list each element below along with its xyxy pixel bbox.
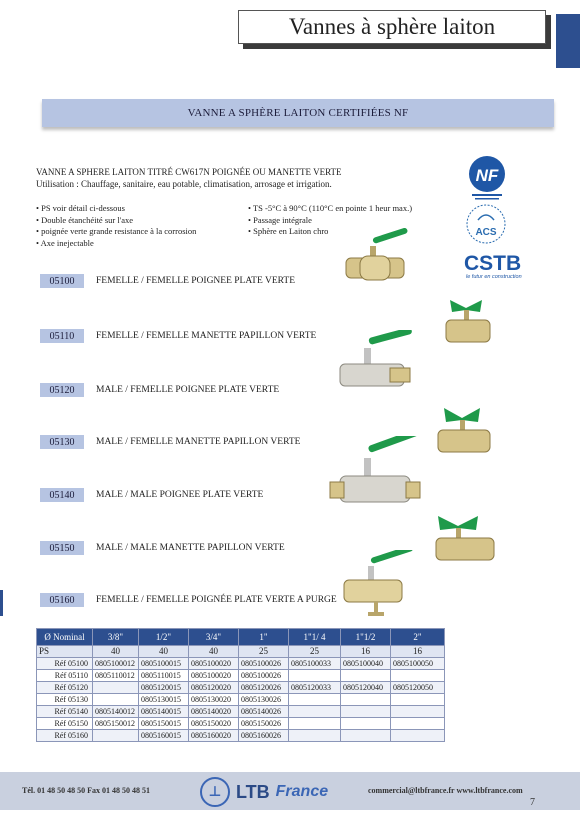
cstb-certification-logo [464,250,534,280]
table-cell: 0805100050 [391,658,445,670]
bullet-list-left [36,203,246,249]
table-cell [289,706,341,718]
table-row [37,670,445,682]
table-cell [391,730,445,742]
footer-phone: Tél. 01 48 50 48 50 Fax 01 48 50 48 51 [22,786,150,795]
table-cell: 0805100026 [239,658,289,670]
table-cell [93,694,139,706]
product-code-05100: 05100 [40,274,84,288]
logo-emblem-icon: ⊥ [200,777,230,807]
table-cell: Réf 05110 [37,670,93,682]
intro-line-2: Utilisation : Chauffage, sanitaire, eau potable, climatisation, arrosage et irrigation. [36,179,332,189]
table-cell: 0805120015 [139,682,189,694]
table-cell: 16 [341,646,391,658]
product-code-05130: 05130 [40,435,84,449]
table-row-ps [37,646,445,658]
table-header: 2" [391,629,445,646]
table-row [37,718,445,730]
table-cell: 0805150026 [239,718,289,730]
table-cell [341,694,391,706]
logo-main-text: LTB [236,781,270,802]
valve-image-butterfly-handle [432,402,496,460]
acs-certification-logo [464,202,508,246]
cstb-tagline: le futur en construction [466,274,522,280]
table-cell [289,730,341,742]
table-cell: 0805120033 [289,682,341,694]
table-cell: 0805100012 [93,658,139,670]
table-cell: 0805110012 [93,670,139,682]
table-cell [341,730,391,742]
table-cell: 0805140015 [139,706,189,718]
ltb-france-logo [200,776,340,808]
table-cell: 0805150020 [189,718,239,730]
table-cell [391,670,445,682]
table-cell: 25 [239,646,289,658]
cstb-logo-text: CSTB [464,252,522,275]
valve-image-purge-handle [338,550,422,620]
product-label: MALE / FEMELLE MANETTE PAPILLON VERTE [96,437,301,447]
table-cell: Réf 05130 [37,694,93,706]
product-code-05160: 05160 [40,593,84,607]
acs-logo-text: ACS [475,227,497,238]
product-code-05120: 05120 [40,383,84,397]
table-cell: 0805130020 [189,694,239,706]
nf-certification-logo [462,152,512,202]
valve-image-butterfly-handle [430,510,500,570]
table-cell [341,718,391,730]
product-label: MALE / MALE POIGNEE PLATE VERTE [96,490,264,500]
valve-image-flat-handle [336,228,416,288]
intro-line-1: VANNE A SPHERE LAITON TITRÉ CW617N POIGNÉE OU MANETTE VERTE [36,167,342,177]
product-label: FEMELLE / FEMELLE POIGNEE PLATE VERTE [96,276,296,286]
table-cell: Réf 05150 [37,718,93,730]
table-cell: 0805100040 [341,658,391,670]
table-cell: 25 [289,646,341,658]
table-cell [341,670,391,682]
table-cell: Réf 05140 [37,706,93,718]
table-header: 3/4" [189,629,239,646]
table-cell: 0805100033 [289,658,341,670]
product-label: FEMELLE / FEMELLE MANETTE PAPILLON VERTE [96,331,317,341]
table-cell: 0805150012 [93,718,139,730]
table-cell: 0805160026 [239,730,289,742]
side-accent-mark [0,590,3,616]
table-cell: Réf 05160 [37,730,93,742]
product-label: MALE / FEMELLE POIGNEE PLATE VERTE [96,385,280,395]
table-header: 1" [239,629,289,646]
product-label: MALE / MALE MANETTE PAPILLON VERTE [96,543,285,553]
table-cell: 0805160020 [189,730,239,742]
section-title: VANNE A SPHÈRE LAITON CERTIFIÉES NF [42,99,554,127]
table-cell [391,694,445,706]
table-cell: 0805120020 [189,682,239,694]
table-row [37,658,445,670]
table-cell: 0805140026 [239,706,289,718]
valve-image-flat-handle [330,330,420,400]
table-cell: 0805130026 [239,694,289,706]
table-cell [391,706,445,718]
table-header: Ø Nominal [37,629,93,646]
bullet-item: • TS -5°C à 90°C (110°C en pointe 1 heur max.) [248,203,413,213]
valve-image-flat-handle [328,436,426,516]
reference-table [36,628,445,742]
header-accent-bar [556,14,580,68]
table-header-row [37,629,445,646]
table-cell [289,718,341,730]
table-header: 1/2" [139,629,189,646]
valve-image-butterfly-handle [440,294,496,350]
table-cell: 0805130015 [139,694,189,706]
table-cell: 0805100020 [189,670,239,682]
table-row [37,682,445,694]
bullet-item: • Sphère en Laiton chro [248,226,329,236]
table-cell: Réf 05120 [37,682,93,694]
table-header: 1"1/ 4 [289,629,341,646]
product-label: FEMELLE / FEMELLE POIGNÉE PLATE VERTE A PURGE [96,595,337,605]
table-cell: 0805120026 [239,682,289,694]
table-cell: 40 [139,646,189,658]
bullet-item: • Axe inejectable [36,237,94,248]
product-code-05150: 05150 [40,541,84,555]
table-cell: 40 [189,646,239,658]
table-cell: 0805100020 [189,658,239,670]
table-cell: PS [37,646,93,658]
table-cell: 0805120050 [391,682,445,694]
table-cell: 0805150015 [139,718,189,730]
page-number: 7 [530,797,535,808]
table-cell: 0805140020 [189,706,239,718]
table-row [37,694,445,706]
table-cell [289,670,341,682]
table-cell: 0805100026 [239,670,289,682]
table-cell: 0805100015 [139,658,189,670]
intro-text [36,166,436,190]
table-row [37,730,445,742]
bullet-item: • Passage intégrale [248,214,312,225]
table-cell: 0805140012 [93,706,139,718]
bullet-item: • Double étanchéité sur l'axe [36,214,134,225]
bullet-item: • poignée verte grande resistance à la corrosion [36,226,197,236]
product-code-05140: 05140 [40,488,84,502]
nf-logo-text: NF [475,166,499,185]
table-cell: 40 [93,646,139,658]
table-cell [93,682,139,694]
product-code-05110: 05110 [40,329,84,343]
table-row [37,706,445,718]
table-header: 3/8" [93,629,139,646]
table-cell [289,694,341,706]
bullet-item: • PS voir détail ci-dessous [36,203,125,213]
table-header: 1"1/2 [341,629,391,646]
table-cell: 0805110015 [139,670,189,682]
logo-sub-text: France [275,783,329,800]
table-cell [341,706,391,718]
footer-contact-link[interactable]: commercial@ltbfrance.fr www.ltbfrance.com [368,786,523,795]
table-cell: 0805120040 [341,682,391,694]
table-cell: 16 [391,646,445,658]
page-title: Vannes à sphère laiton [238,10,546,44]
table-cell: Réf 05100 [37,658,93,670]
table-cell [93,730,139,742]
table-cell: 0805160015 [139,730,189,742]
table-cell [391,718,445,730]
